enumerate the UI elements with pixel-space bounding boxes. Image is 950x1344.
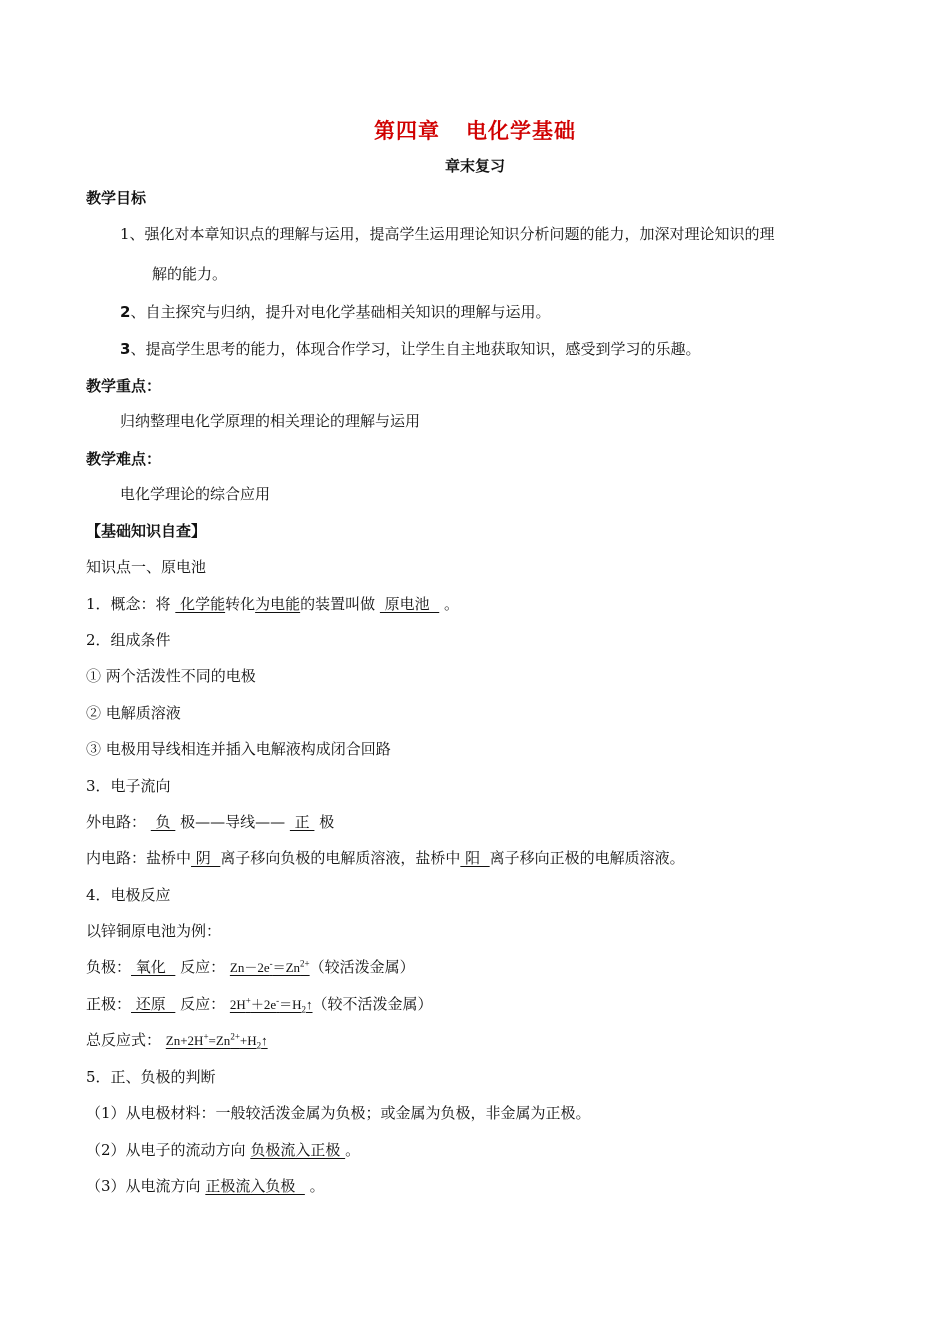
chapter-subtitle: 章末复习	[444, 157, 505, 175]
condition-item-2: ② 电解质溶液	[86, 704, 181, 722]
blank-anion: 阴	[191, 849, 221, 867]
judgement-item-1: （1）从电极材料：一般较活泼金属为负极；或金属为负极，非金属为正极。	[86, 1104, 591, 1122]
blank-electric-energy: 为电能	[255, 595, 301, 613]
goal-item-1-cont: 解的能力。	[152, 265, 228, 283]
reactions-label: 4．电极反应	[86, 886, 171, 904]
goal-item-1: 1、强化对本章知识点的理解与运用，提高学生运用理论知识分析问题的能力，加深对理论知识的理	[120, 225, 775, 243]
title-part-topic: 电化学基础	[466, 119, 576, 143]
knowledge-point-1: 知识点一、原电池	[86, 558, 207, 576]
blank-negative: 负	[150, 813, 176, 831]
inner-circuit-line: 内电路：盐桥中 阴 离子移向负极的电解质溶液，盐桥中 阳 离子移向正极的电解质溶液。	[86, 849, 685, 867]
blank-cation: 阳	[460, 849, 490, 867]
title-part-chapter: 第四章	[374, 119, 440, 143]
electron-flow-label: 3．电子流向	[86, 777, 171, 795]
key-point-heading: 教学重点：	[86, 377, 162, 395]
goal-item-2: 2、自主探究与归纳，提升对电化学基础相关知识的理解与运用。	[120, 303, 551, 321]
difficulty-heading: 教学难点：	[86, 450, 162, 468]
section-heading: 【基础知识自查】	[86, 522, 207, 540]
outer-circuit-line: 外电路： 负 极——导线—— 正 极	[86, 813, 335, 831]
blank-oxidation: 氧化	[131, 958, 176, 976]
blank-current-direction: 正极流入负极	[205, 1177, 305, 1195]
difficulty-text: 电化学理论的综合应用	[120, 485, 271, 503]
blank-positive: 正	[289, 813, 315, 831]
goal-item-3: 3、提高学生思考的能力，体现合作学习，让学生自主地获取知识，感受到学习的乐趣。	[120, 340, 701, 358]
blank-electron-direction: 负极流入正极	[250, 1141, 346, 1159]
conditions-label: 2．组成条件	[86, 631, 171, 649]
goals-heading: 教学目标	[86, 189, 147, 207]
chapter-title	[0, 115, 950, 145]
judgement-item-3: （3）从电流方向 正极流入负极 。	[86, 1177, 325, 1195]
key-point-text: 归纳整理电化学原理的相关理论的理解与运用	[120, 412, 421, 430]
reactions-example: 以锌铜原电池为例：	[86, 922, 222, 940]
total-equation: $Zn+2H^+=Zn^{2+}+H_2↑$	[165, 1031, 268, 1051]
judgement-label: 5．正、负极的判断	[86, 1068, 216, 1086]
positive-equation: $2H^++2e^-=H_2↑$	[229, 995, 313, 1015]
blank-galvanic-cell: 原电池	[379, 595, 440, 613]
judgement-item-2: （2）从电子的流动方向 负极流入正极 。	[86, 1141, 361, 1159]
blank-reduction: 还原	[131, 995, 176, 1013]
total-reaction-line: 总反应式： $Zn+2H^+=Zn^{2+}+H_2↑$	[86, 1031, 268, 1051]
negative-equation: $Zn-2e^-=Zn^{2+}$	[229, 958, 310, 975]
condition-item-3: ③ 电极用导线相连并插入电解液构成闭合回路	[86, 740, 391, 758]
condition-item-1: ① 两个活泼性不同的电极	[86, 667, 256, 685]
concept-line: 1．概念：将 化学能转化为电能的装置叫做 原电池 。	[86, 595, 459, 613]
positive-electrode-line: 正极： 还原 反应： $2H^++2e^-=H_2↑$（较不活泼金属）	[86, 995, 433, 1015]
negative-electrode-line: 负极： 氧化 反应： $Zn-2e^-=Zn^{2+}$（较活泼金属）	[86, 958, 415, 976]
blank-chemical-energy: 化学能	[175, 595, 226, 613]
